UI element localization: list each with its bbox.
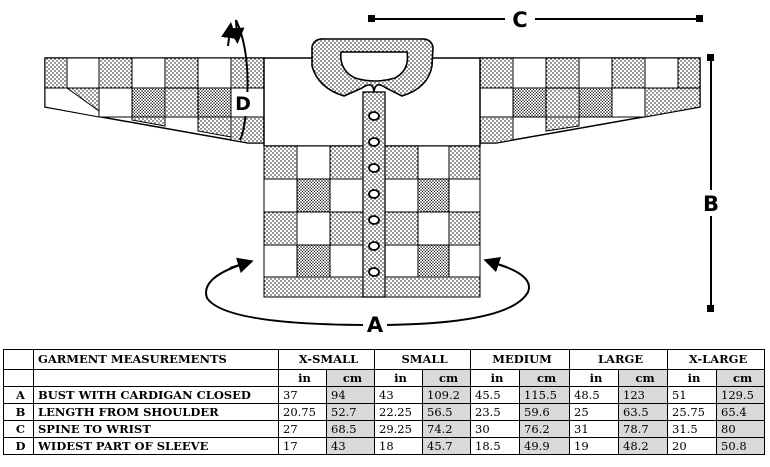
row-key: A bbox=[4, 387, 34, 404]
units-row bbox=[4, 370, 765, 387]
value-cell: 43 bbox=[327, 438, 375, 455]
value-cell: 37 bbox=[279, 387, 327, 404]
value-cell: 129.5 bbox=[717, 387, 765, 404]
row-label: SPINE TO WRIST bbox=[34, 421, 279, 438]
unit-in: in bbox=[279, 370, 327, 387]
size-header: LARGE bbox=[570, 350, 668, 370]
value-cell: 49.9 bbox=[520, 438, 570, 455]
value-cell: 94 bbox=[327, 387, 375, 404]
row-label: WIDEST PART OF SLEEVE bbox=[34, 438, 279, 455]
label-a: A bbox=[366, 313, 384, 337]
unit-in: in bbox=[375, 370, 423, 387]
value-cell: 74.2 bbox=[423, 421, 471, 438]
header-title: GARMENT MEASUREMENTS bbox=[34, 350, 279, 370]
value-cell: 30 bbox=[471, 421, 520, 438]
cardigan-body bbox=[264, 58, 480, 297]
label-c: C bbox=[512, 8, 528, 32]
value-cell: 20 bbox=[668, 438, 717, 455]
units-key-cell bbox=[4, 370, 34, 387]
unit-cm: cm bbox=[619, 370, 668, 387]
value-cell: 50.8 bbox=[717, 438, 765, 455]
unit-cm: cm bbox=[520, 370, 570, 387]
value-cell: 20.75 bbox=[279, 404, 327, 421]
value-cell: 29.25 bbox=[375, 421, 423, 438]
unit-in: in bbox=[570, 370, 619, 387]
table-header-row bbox=[4, 350, 765, 370]
value-cell: 17 bbox=[279, 438, 327, 455]
value-cell: 63.5 bbox=[619, 404, 668, 421]
value-cell: 59.6 bbox=[520, 404, 570, 421]
value-cell: 52.7 bbox=[327, 404, 375, 421]
row-key: C bbox=[4, 421, 34, 438]
label-d: D bbox=[235, 93, 251, 115]
table-row bbox=[4, 438, 765, 455]
table-row bbox=[4, 404, 765, 421]
left-sleeve bbox=[45, 58, 264, 143]
unit-in: in bbox=[471, 370, 520, 387]
value-cell: 31.5 bbox=[668, 421, 717, 438]
value-cell: 22.25 bbox=[375, 404, 423, 421]
units-label-cell bbox=[34, 370, 279, 387]
unit-in: in bbox=[668, 370, 717, 387]
row-key: B bbox=[4, 404, 34, 421]
measurements-table bbox=[3, 349, 765, 455]
value-cell: 115.5 bbox=[520, 387, 570, 404]
right-sleeve bbox=[480, 58, 700, 143]
row-key: D bbox=[4, 438, 34, 455]
size-header: MEDIUM bbox=[471, 350, 570, 370]
table-row bbox=[4, 387, 765, 404]
value-cell: 56.5 bbox=[423, 404, 471, 421]
value-cell: 76.2 bbox=[520, 421, 570, 438]
value-cell: 18.5 bbox=[471, 438, 520, 455]
value-cell: 68.5 bbox=[327, 421, 375, 438]
value-cell: 51 bbox=[668, 387, 717, 404]
value-cell: 19 bbox=[570, 438, 619, 455]
label-b: B bbox=[702, 192, 720, 216]
value-cell: 43 bbox=[375, 387, 423, 404]
unit-cm: cm bbox=[423, 370, 471, 387]
unit-cm: cm bbox=[327, 370, 375, 387]
row-label: LENGTH FROM SHOULDER bbox=[34, 404, 279, 421]
dimension-b bbox=[700, 54, 724, 312]
value-cell: 23.5 bbox=[471, 404, 520, 421]
value-cell: 48.2 bbox=[619, 438, 668, 455]
value-cell: 27 bbox=[279, 421, 327, 438]
value-cell: 48.5 bbox=[570, 387, 619, 404]
value-cell: 25.75 bbox=[668, 404, 717, 421]
size-header: X-SMALL bbox=[279, 350, 375, 370]
dimension-c bbox=[368, 8, 703, 32]
value-cell: 123 bbox=[619, 387, 668, 404]
value-cell: 80 bbox=[717, 421, 765, 438]
table-row bbox=[4, 421, 765, 438]
value-cell: 25 bbox=[570, 404, 619, 421]
value-cell: 18 bbox=[375, 438, 423, 455]
header-key-cell bbox=[4, 350, 34, 370]
value-cell: 109.2 bbox=[423, 387, 471, 404]
unit-cm: cm bbox=[717, 370, 765, 387]
row-label: BUST WITH CARDIGAN CLOSED bbox=[34, 387, 279, 404]
value-cell: 45.7 bbox=[423, 438, 471, 455]
value-cell: 65.4 bbox=[717, 404, 765, 421]
value-cell: 78.7 bbox=[619, 421, 668, 438]
value-cell: 31 bbox=[570, 421, 619, 438]
size-header: X-LARGE bbox=[668, 350, 765, 370]
value-cell: 45.5 bbox=[471, 387, 520, 404]
size-header: SMALL bbox=[375, 350, 471, 370]
collar bbox=[312, 39, 433, 96]
